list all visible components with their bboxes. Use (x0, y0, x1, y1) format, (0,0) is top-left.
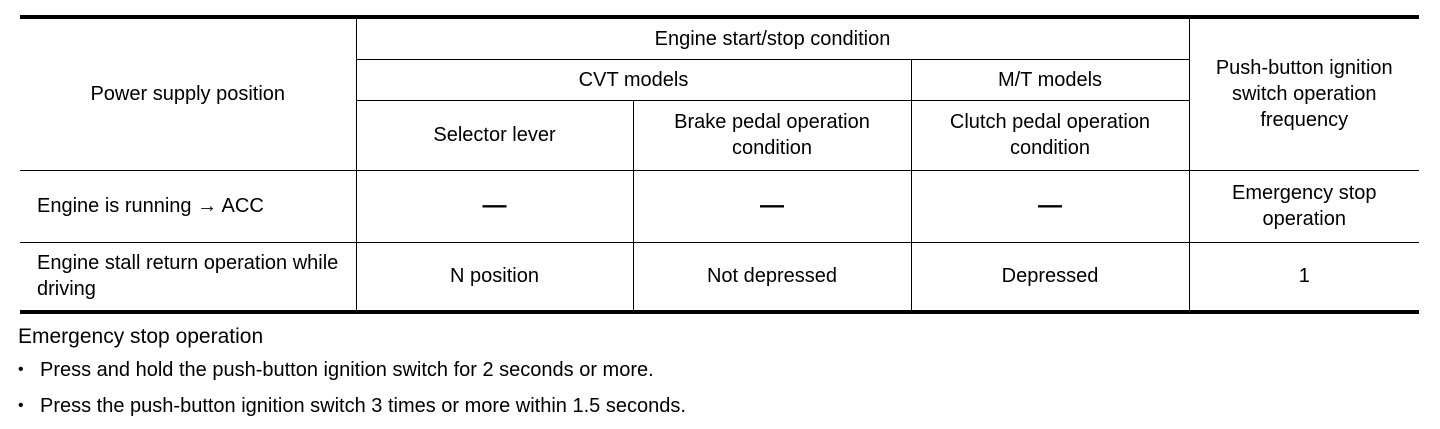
header-brake-pedal-condition: Brake pedal operation condition (633, 100, 911, 170)
list-item-text: Press and hold the push-button ignition switch for 2 seconds or more. (40, 359, 654, 381)
cell-power-supply-position: Engine stall return operation while driving (20, 242, 356, 312)
cell-selector-lever: N position (356, 242, 633, 312)
header-power-supply-position: Power supply position (20, 17, 356, 170)
table-row (20, 170, 1419, 242)
header-engine-start-stop-condition: Engine start/stop condition (356, 17, 1189, 59)
cell-clutch-pedal: Depressed (911, 242, 1189, 312)
list-item (18, 357, 1218, 383)
cell-frequency: 1 (1189, 242, 1419, 312)
bullet-icon: • (18, 397, 24, 414)
bullet-icon: • (18, 361, 24, 378)
list-item-text: Press the push-button ignition switch 3 times or more within 1.5 seconds. (40, 395, 686, 417)
header-mt-models: M/T models (911, 59, 1189, 100)
list-item (18, 393, 1218, 419)
cell-clutch-pedal: — (911, 170, 1189, 242)
header-clutch-pedal-condition: Clutch pedal operation condition (911, 100, 1189, 170)
notes-title: Emergency stop operation (18, 325, 264, 348)
notes-section (18, 323, 1218, 429)
engine-start-stop-table (20, 15, 1419, 314)
table-row (20, 242, 1419, 312)
header-push-button-frequency: Push-button ignition switch operation frequency (1189, 17, 1419, 170)
cell-selector-lever: — (356, 170, 633, 242)
notes-list (18, 357, 1218, 419)
cell-brake-pedal: — (633, 170, 911, 242)
cell-power-supply-position: Engine is running → ACC (20, 170, 356, 242)
cell-frequency: Emergency stop operation (1189, 170, 1419, 242)
cell-brake-pedal: Not depressed (633, 242, 911, 312)
header-selector-lever: Selector lever (356, 100, 633, 170)
header-cvt-models: CVT models (356, 59, 911, 100)
header-row-1 (20, 17, 1419, 59)
